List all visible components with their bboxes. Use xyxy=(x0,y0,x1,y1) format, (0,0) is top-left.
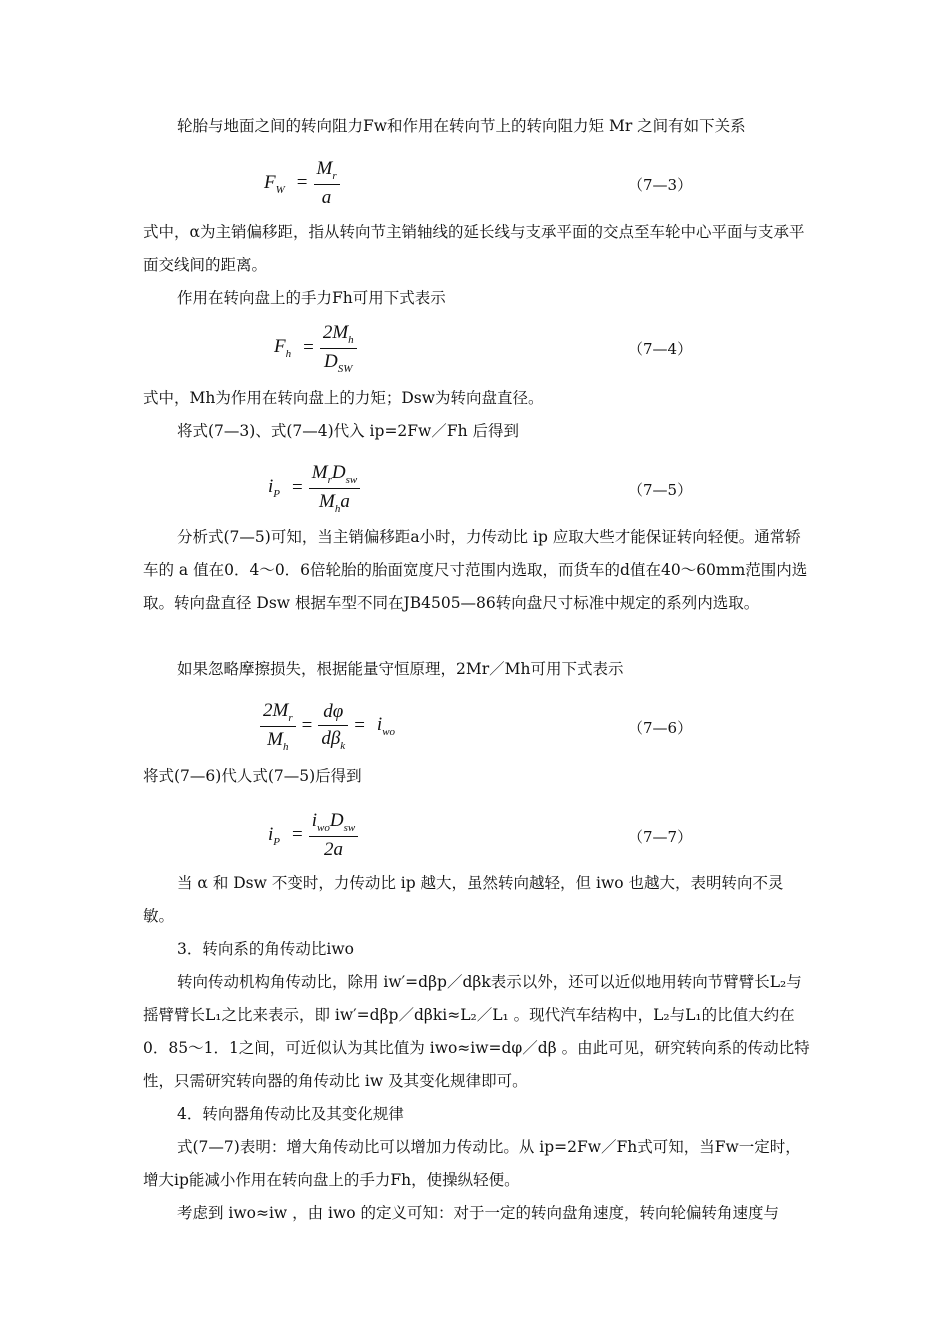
paragraph-energy-conservation: 如果忽略摩擦损失，根据能量守恒原理，2Mr／Mh可用下式表示 xyxy=(177,660,624,678)
eq7-fraction: $\frac{i_{wo}D_{sw}}{2a}$ xyxy=(309,810,358,861)
equation-7-4: $F_h$ = $\frac{2M_h}{D_{SW}}$ xyxy=(268,322,357,375)
paragraph-hand-force: 作用在转向盘上的手力Fh可用下式表示 xyxy=(177,289,446,307)
paragraph-ip-iwo: 当 α 和 Dsw 不变时，力传动比 ip 越大，虽然转向越轻，但 iwo 也越大，表明转向不灵敏。 xyxy=(143,874,784,925)
equation-7-6: $\frac{2M_r}{M_h}$ = $\frac{d\varphi}{d\beta_k}$ = $i_{wo}$ xyxy=(260,700,401,753)
paragraph-7-7-meaning: 式(7—7)表明：增大角传动比可以增加力传动比。从 ip=2Fw／Fh式可知，当Fw一定时，增大ip能减小作用在转向盘上的手力Fh，使操纵轻便。 xyxy=(143,1138,801,1189)
eq3-lhs: $F_W$ xyxy=(264,171,285,196)
equation-7-7: $i_P$ = $\frac{i_{wo}D_{sw}}{2a}$ xyxy=(262,810,358,861)
eq3-label: （7—3） xyxy=(628,176,693,194)
equation-7-5: $i_P$ = $\frac{M_rD_{sw}}{M_ha}$ xyxy=(262,462,360,515)
eq3-fraction: $\frac{M_r}{a}$ xyxy=(314,158,340,209)
eq6-label: （7—6） xyxy=(628,719,693,737)
eq7-label: （7—7） xyxy=(628,828,693,846)
paragraph-substitute-2: 将式(7—6)代人式(7—5)后得到 xyxy=(143,767,362,785)
eq4-fraction: $\frac{2M_h}{D_{SW}}$ xyxy=(320,322,357,375)
eq5-label: （7—5） xyxy=(628,481,693,499)
eq5-fraction: $\frac{M_rD_{sw}}{M_ha}$ xyxy=(309,462,360,515)
paragraph-mh-dsw: 式中，Mh为作用在转向盘上的力矩；Dsw为转向盘直径。 xyxy=(143,389,544,407)
eq4-label: （7—4） xyxy=(628,340,693,358)
heading-section-4: 4．转向器角传动比及其变化规律 xyxy=(177,1105,404,1123)
eq6-fraction-1: $\frac{2M_r}{M_h}$ xyxy=(260,700,296,753)
paragraph-substitute-1: 将式(7—3)、式(7—4)代入 ip=2Fw／Fh 后得到 xyxy=(177,422,519,440)
eq6-fraction-2: $\frac{d\varphi}{d\beta_k}$ xyxy=(318,701,348,752)
paragraph-iwo-definition: 考虑到 iwo≈iw ，由 iwo 的定义可知：对于一定的转向盘角速度，转向轮偏转角速度与 xyxy=(177,1204,780,1222)
paragraph-fw-mr-relation: 轮胎与地面之间的转向阻力Fw和作用在转向节上的转向阻力矩 Mr 之间有如下关系 xyxy=(177,117,746,135)
heading-section-3: 3．转向系的角传动比iwo xyxy=(177,940,354,958)
eq3-equals: = xyxy=(296,172,308,194)
equation-7-3 xyxy=(258,158,340,209)
paragraph-analysis-7-5: 分析式(7—5)可知，当主销偏移距a小时，力传动比 ip 应取大些才能保证转向轻便。通常轿车的 a 值在0．4～0．6倍轮胎的胎面宽度尺寸范围内选取，而货车的d值在40～60mm范围内选取。转向盘直径 Dsw 根据车型不同在JB4505—86转向盘尺寸标准中规定的系列内选取。 xyxy=(143,528,808,612)
paragraph-angular-ratio: 转向传动机构角传动比，除用 iw′=dβp／dβk表示以外，还可以近似地用转向节臂臂长L₂与摇臂臂长L₁之比来表示，即 iw′=dβp／dβki≈L₂／L₁ 。现代汽车结构中，L₂与L₁的比值大约在0．85～1．1之间，可近似认为其比值为 iwo≈iw=dφ／dβ 。由此可见，研究转向系的传动比特性，只需研究转向器的角传动比 iw 及其变化规律即可。 xyxy=(143,973,810,1090)
paragraph-kingpin-offset: 式中，α为主销偏移距，指从转向节主销轴线的延长线与支承平面的交点至车轮中心平面与支承平面交线间的距离。 xyxy=(143,223,805,274)
